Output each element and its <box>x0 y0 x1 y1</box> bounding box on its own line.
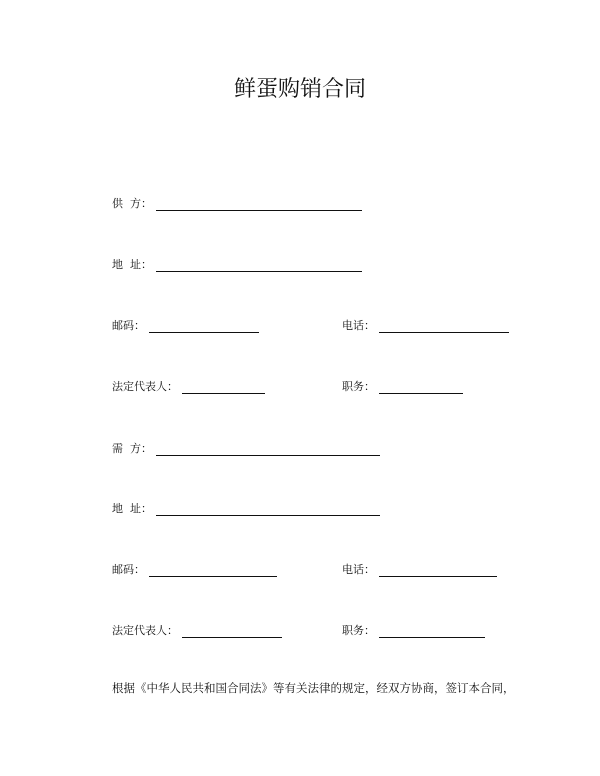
buyer-address-field[interactable] <box>112 500 380 516</box>
label: 需 方： <box>112 442 152 455</box>
label: 供 方： <box>112 197 152 210</box>
contract-preamble: 根据《中华人民共和国合同法》等有关法律的规定，经双方协商，签订本合同， <box>112 681 515 695</box>
buyer-rep-field[interactable] <box>112 622 282 638</box>
buyer-party-field[interactable] <box>112 440 380 456</box>
label: 地 址： <box>112 258 152 271</box>
label: 法定代表人： <box>112 380 178 393</box>
supplier-postcode-field[interactable] <box>112 317 259 333</box>
buyer-postcode-field[interactable] <box>112 561 277 577</box>
supplier-party-field[interactable] <box>112 195 362 211</box>
label: 电话： <box>342 563 375 576</box>
label: 电话： <box>342 319 375 332</box>
supplier-address-field[interactable] <box>112 256 362 272</box>
buyer-phone-field[interactable] <box>342 561 497 577</box>
label: 职务： <box>342 380 375 393</box>
label: 职务： <box>342 624 375 637</box>
label: 法定代表人： <box>112 624 178 637</box>
supplier-position-field[interactable] <box>342 378 463 394</box>
document-title: 鲜蛋购销合同 <box>233 77 366 102</box>
supplier-rep-field[interactable] <box>112 378 265 394</box>
label: 地 址： <box>112 502 152 515</box>
label: 邮码： <box>112 563 145 576</box>
label: 邮码： <box>112 319 145 332</box>
supplier-phone-field[interactable] <box>342 317 509 333</box>
buyer-position-field[interactable] <box>342 622 485 638</box>
